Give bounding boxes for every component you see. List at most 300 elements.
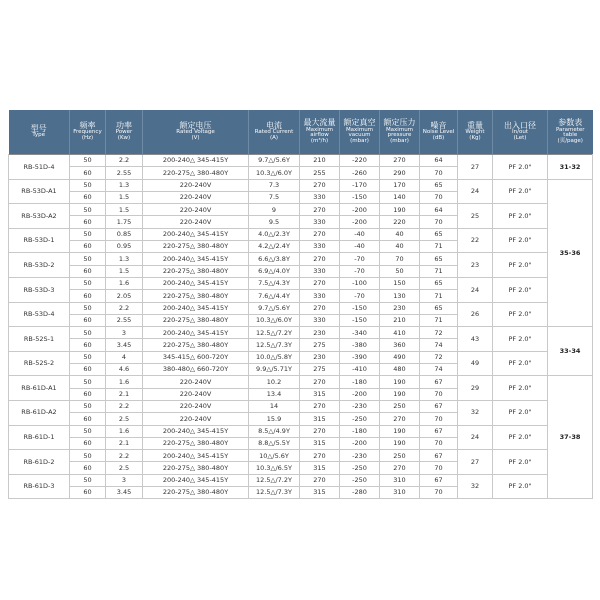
cell-noise: 72 <box>420 327 458 339</box>
cell-inout: PF 2.0" <box>493 474 548 499</box>
cell-frequency: 60 <box>70 487 106 499</box>
cell-voltage: 220-275△ 380-480Y <box>143 265 249 277</box>
col-unit: (A) <box>269 135 279 142</box>
cell-pressure: 270 <box>380 462 420 474</box>
cell-type: RB-61D-A2 <box>9 400 70 425</box>
col-subtitle: Maximum <box>345 126 374 133</box>
cell-noise: 72 <box>420 351 458 363</box>
col-subtitle: Rated Voltage <box>176 129 215 136</box>
cell-frequency: 50 <box>70 400 106 412</box>
cell-inout: PF 2.0" <box>493 155 548 180</box>
col-title: 额定压力 <box>383 118 416 128</box>
col-subtitle: airflow <box>310 132 329 139</box>
cell-power: 1.3 <box>106 179 143 191</box>
cell-pressure: 190 <box>380 388 420 400</box>
cell-frequency: 60 <box>70 388 106 400</box>
cell-current: 10△/5.6Y <box>249 450 300 462</box>
cell-power: 1.5 <box>106 265 143 277</box>
cell-voltage: 200-240△ 345-415Y <box>143 228 249 240</box>
cell-pressure: 290 <box>380 167 420 179</box>
cell-pressure: 190 <box>380 376 420 388</box>
cell-noise: 64 <box>420 204 458 216</box>
table-row <box>9 253 593 265</box>
cell-airflow: 330 <box>300 241 340 253</box>
cell-inout: PF 2.0" <box>493 179 548 204</box>
cell-voltage: 220-275△ 380-480Y <box>143 487 249 499</box>
cell-airflow: 315 <box>300 388 340 400</box>
cell-vacuum: -150 <box>340 191 380 203</box>
cell-inout: PF 2.0" <box>493 277 548 302</box>
col-unit: (mbar) <box>390 138 409 145</box>
cell-type: RB-53D-1 <box>9 228 70 253</box>
cell-power: 2.05 <box>106 290 143 302</box>
cell-noise: 70 <box>420 437 458 449</box>
table-row <box>9 376 593 388</box>
col-subtitle: Type <box>32 132 46 139</box>
cell-frequency: 60 <box>70 191 106 203</box>
cell-pressure: 210 <box>380 314 420 326</box>
cell-noise: 70 <box>420 487 458 499</box>
cell-power: 3 <box>106 474 143 486</box>
cell-power: 1.6 <box>106 376 143 388</box>
cell-power: 2.1 <box>106 388 143 400</box>
cell-frequency: 60 <box>70 314 106 326</box>
cell-noise: 67 <box>420 474 458 486</box>
cell-vacuum: -340 <box>340 327 380 339</box>
cell-weight: 22 <box>458 228 493 253</box>
cell-frequency: 60 <box>70 413 106 425</box>
cell-vacuum: -70 <box>340 253 380 265</box>
col-max-pressure <box>380 110 420 155</box>
cell-pressure: 480 <box>380 364 420 376</box>
header-row <box>9 110 593 155</box>
cell-weight: 27 <box>458 155 493 180</box>
cell-airflow: 270 <box>300 204 340 216</box>
cell-voltage: 200-240△ 345-415Y <box>143 277 249 289</box>
col-title: 型号 <box>30 123 47 133</box>
cell-power: 2.55 <box>106 314 143 326</box>
cell-airflow: 275 <box>300 339 340 351</box>
cell-pressure: 40 <box>380 241 420 253</box>
cell-voltage: 220-240V <box>143 376 249 388</box>
cell-noise: 71 <box>420 265 458 277</box>
cell-page-ref: 37-38 <box>548 376 593 499</box>
cell-weight: 27 <box>458 450 493 475</box>
cell-airflow: 315 <box>300 437 340 449</box>
cell-current: 12.5△/7.3Y <box>249 487 300 499</box>
cell-power: 2.5 <box>106 413 143 425</box>
cell-pressure: 190 <box>380 425 420 437</box>
cell-vacuum: -150 <box>340 302 380 314</box>
cell-weight: 24 <box>458 277 493 302</box>
cell-pressure: 40 <box>380 228 420 240</box>
col-unit: (Hz) <box>81 135 94 142</box>
cell-vacuum: -180 <box>340 376 380 388</box>
cell-voltage: 200-240△ 345-415Y <box>143 155 249 167</box>
cell-type: RB-53D-2 <box>9 253 70 278</box>
col-subtitle: Maximum <box>385 126 414 133</box>
cell-vacuum: -40 <box>340 241 380 253</box>
cell-airflow: 270 <box>300 179 340 191</box>
cell-noise: 71 <box>420 314 458 326</box>
table-row <box>9 204 593 216</box>
cell-weight: 32 <box>458 474 493 499</box>
cell-airflow: 255 <box>300 167 340 179</box>
col-subtitle: Rated Current <box>254 129 294 136</box>
cell-weight: 49 <box>458 351 493 376</box>
cell-power: 1.5 <box>106 204 143 216</box>
cell-weight: 24 <box>458 179 493 204</box>
cell-vacuum: -100 <box>340 277 380 289</box>
cell-frequency: 60 <box>70 167 106 179</box>
cell-current: 9.7△/5.6Y <box>249 302 300 314</box>
col-type <box>9 110 70 155</box>
cell-airflow: 315 <box>300 462 340 474</box>
cell-noise: 71 <box>420 290 458 302</box>
col-subtitle: pressure <box>387 132 412 139</box>
cell-frequency: 50 <box>70 228 106 240</box>
cell-frequency: 50 <box>70 253 106 265</box>
cell-voltage: 220-275△ 380-480Y <box>143 314 249 326</box>
col-subtitle: Parameter <box>555 126 585 133</box>
cell-voltage: 200-240△ 345-415Y <box>143 425 249 437</box>
cell-inout: PF 2.0" <box>493 400 548 425</box>
cell-power: 3.45 <box>106 487 143 499</box>
cell-current: 10.0△/5.8Y <box>249 351 300 363</box>
cell-voltage: 220-275△ 380-480Y <box>143 437 249 449</box>
cell-power: 1.3 <box>106 253 143 265</box>
col-title: 额定真空 <box>343 118 376 128</box>
cell-inout: PF 2.0" <box>493 351 548 376</box>
cell-noise: 70 <box>420 413 458 425</box>
cell-pressure: 490 <box>380 351 420 363</box>
cell-vacuum: -250 <box>340 413 380 425</box>
cell-page-ref: 31-32 <box>548 155 593 180</box>
col-subtitle: Noise Level <box>422 129 455 136</box>
cell-power: 1.6 <box>106 425 143 437</box>
cell-frequency: 50 <box>70 376 106 388</box>
cell-frequency: 50 <box>70 277 106 289</box>
cell-type: RB-52S-2 <box>9 351 70 376</box>
col-subtitle: In/out <box>512 129 528 136</box>
cell-current: 4.2△/2.4Y <box>249 241 300 253</box>
cell-noise: 65 <box>420 253 458 265</box>
cell-noise: 65 <box>420 302 458 314</box>
cell-noise: 71 <box>420 241 458 253</box>
cell-airflow: 270 <box>300 376 340 388</box>
cell-power: 0.95 <box>106 241 143 253</box>
cell-vacuum: -200 <box>340 437 380 449</box>
cell-voltage: 345-415△ 600-720Y <box>143 351 249 363</box>
col-inout <box>493 110 548 155</box>
table-row <box>9 327 593 339</box>
cell-airflow: 270 <box>300 425 340 437</box>
table-row <box>9 228 593 240</box>
cell-frequency: 60 <box>70 437 106 449</box>
cell-airflow: 230 <box>300 327 340 339</box>
cell-type: RB-61D-2 <box>9 450 70 475</box>
cell-pressure: 190 <box>380 204 420 216</box>
cell-voltage: 200-240△ 345-415Y <box>143 302 249 314</box>
cell-noise: 67 <box>420 425 458 437</box>
cell-airflow: 270 <box>300 450 340 462</box>
cell-current: 13.4 <box>249 388 300 400</box>
cell-airflow: 270 <box>300 253 340 265</box>
col-subtitle: vacuum <box>348 132 371 139</box>
col-weight <box>458 110 493 155</box>
cell-inout: PF 2.0" <box>493 253 548 278</box>
cell-airflow: 275 <box>300 364 340 376</box>
cell-pressure: 250 <box>380 450 420 462</box>
parameter-table <box>8 110 593 499</box>
cell-inout: PF 2.0" <box>493 204 548 229</box>
cell-current: 9.5 <box>249 216 300 228</box>
col-title: 功率 <box>116 121 132 131</box>
cell-type: RB-53D-A1 <box>9 179 70 204</box>
col-title: 频率 <box>79 121 96 131</box>
cell-vacuum: -230 <box>340 450 380 462</box>
col-unit: (页/page) <box>557 138 583 145</box>
cell-current: 7.3 <box>249 179 300 191</box>
cell-vacuum: -410 <box>340 364 380 376</box>
cell-vacuum: -200 <box>340 216 380 228</box>
cell-airflow: 315 <box>300 413 340 425</box>
cell-pressure: 230 <box>380 302 420 314</box>
col-unit: (m³/h) <box>310 138 329 145</box>
cell-airflow: 270 <box>300 400 340 412</box>
cell-current: 6.9△/4.0Y <box>249 265 300 277</box>
cell-current: 12.5△/7.2Y <box>249 327 300 339</box>
cell-frequency: 50 <box>70 327 106 339</box>
cell-vacuum: -40 <box>340 228 380 240</box>
cell-noise: 70 <box>420 167 458 179</box>
cell-vacuum: -180 <box>340 425 380 437</box>
cell-power: 2.1 <box>106 437 143 449</box>
cell-current: 6.6△/3.8Y <box>249 253 300 265</box>
cell-frequency: 60 <box>70 216 106 228</box>
cell-voltage: 200-240△ 345-415Y <box>143 474 249 486</box>
cell-frequency: 60 <box>70 265 106 277</box>
table-row <box>9 277 593 289</box>
cell-page-ref: 35-36 <box>548 179 593 327</box>
cell-voltage: 200-240△ 345-415Y <box>143 450 249 462</box>
col-title: 重量 <box>467 121 483 131</box>
cell-power: 2.2 <box>106 155 143 167</box>
col-subtitle: Frequency <box>73 129 102 136</box>
cell-voltage: 220-240V <box>143 388 249 400</box>
table-row <box>9 425 593 437</box>
cell-voltage: 200-240△ 345-415Y <box>143 253 249 265</box>
cell-vacuum: -390 <box>340 351 380 363</box>
cell-voltage: 220-240V <box>143 191 249 203</box>
cell-pressure: 270 <box>380 155 420 167</box>
col-rated-voltage <box>143 110 249 155</box>
cell-weight: 24 <box>458 425 493 450</box>
cell-current: 12.5△/7.2Y <box>249 474 300 486</box>
cell-power: 1.5 <box>106 191 143 203</box>
cell-current: 15.9 <box>249 413 300 425</box>
table-row <box>9 155 593 167</box>
cell-current: 10.3△/6.5Y <box>249 462 300 474</box>
cell-power: 3 <box>106 327 143 339</box>
cell-pressure: 70 <box>380 253 420 265</box>
cell-vacuum: -280 <box>340 487 380 499</box>
col-parameter-table <box>548 110 593 155</box>
cell-type: RB-53D-4 <box>9 302 70 327</box>
cell-pressure: 310 <box>380 474 420 486</box>
cell-airflow: 270 <box>300 302 340 314</box>
col-unit: (dB) <box>432 135 445 142</box>
cell-voltage: 220-240V <box>143 216 249 228</box>
cell-pressure: 250 <box>380 400 420 412</box>
cell-current: 8.8△/5.5Y <box>249 437 300 449</box>
cell-frequency: 60 <box>70 364 106 376</box>
cell-noise: 67 <box>420 400 458 412</box>
cell-airflow: 330 <box>300 191 340 203</box>
col-unit: (Kg) <box>469 135 481 142</box>
cell-noise: 70 <box>420 462 458 474</box>
cell-noise: 65 <box>420 277 458 289</box>
cell-inout: PF 2.0" <box>493 376 548 401</box>
cell-airflow: 270 <box>300 474 340 486</box>
cell-current: 4.0△/2.3Y <box>249 228 300 240</box>
cell-airflow: 270 <box>300 228 340 240</box>
cell-pressure: 170 <box>380 179 420 191</box>
cell-weight: 29 <box>458 376 493 401</box>
col-max-vacuum <box>340 110 380 155</box>
cell-voltage: 220-275△ 380-480Y <box>143 167 249 179</box>
cell-power: 2.2 <box>106 302 143 314</box>
cell-type: RB-51D-4 <box>9 155 70 180</box>
cell-vacuum: -250 <box>340 474 380 486</box>
cell-current: 14 <box>249 400 300 412</box>
cell-current: 10.3△/6.0Y <box>249 314 300 326</box>
col-noise-level <box>420 110 458 155</box>
cell-frequency: 50 <box>70 179 106 191</box>
cell-vacuum: -230 <box>340 400 380 412</box>
cell-power: 2.2 <box>106 400 143 412</box>
cell-pressure: 220 <box>380 216 420 228</box>
table-row <box>9 450 593 462</box>
cell-power: 4 <box>106 351 143 363</box>
cell-noise: 74 <box>420 339 458 351</box>
cell-inout: PF 2.0" <box>493 327 548 352</box>
cell-noise: 74 <box>420 364 458 376</box>
cell-voltage: 200-240△ 345-415Y <box>143 327 249 339</box>
col-subtitle: Power <box>115 129 133 136</box>
col-title: 噪音 <box>430 121 447 131</box>
table-row <box>9 179 593 191</box>
col-unit: (V) <box>191 135 200 142</box>
col-title: 出入口径 <box>504 121 536 131</box>
cell-voltage: 220-240V <box>143 204 249 216</box>
cell-current: 10.2 <box>249 376 300 388</box>
cell-weight: 26 <box>458 302 493 327</box>
cell-current: 9.9△/5.71Y <box>249 364 300 376</box>
cell-vacuum: -170 <box>340 179 380 191</box>
cell-frequency: 50 <box>70 351 106 363</box>
cell-voltage: 220-275△ 380-480Y <box>143 241 249 253</box>
col-title: 额定电压 <box>179 121 212 131</box>
col-subtitle: table <box>563 132 578 139</box>
cell-pressure: 410 <box>380 327 420 339</box>
cell-airflow: 330 <box>300 265 340 277</box>
cell-vacuum: -380 <box>340 339 380 351</box>
cell-page-ref: 33-34 <box>548 327 593 376</box>
col-subtitle: Weight <box>465 129 485 136</box>
col-subtitle: Maximum <box>305 126 334 133</box>
cell-frequency: 50 <box>70 474 106 486</box>
cell-airflow: 330 <box>300 290 340 302</box>
cell-voltage: 220-240V <box>143 413 249 425</box>
cell-type: RB-61D-3 <box>9 474 70 499</box>
cell-power: 3.45 <box>106 339 143 351</box>
cell-frequency: 50 <box>70 302 106 314</box>
cell-vacuum: -200 <box>340 204 380 216</box>
cell-noise: 65 <box>420 179 458 191</box>
cell-power: 1.75 <box>106 216 143 228</box>
cell-pressure: 50 <box>380 265 420 277</box>
cell-airflow: 315 <box>300 487 340 499</box>
cell-voltage: 220-240V <box>143 400 249 412</box>
cell-noise: 65 <box>420 228 458 240</box>
cell-power: 2.5 <box>106 462 143 474</box>
col-unit: (mbar) <box>350 138 369 145</box>
cell-noise: 64 <box>420 155 458 167</box>
cell-current: 7.5△/4.3Y <box>249 277 300 289</box>
cell-inout: PF 2.0" <box>493 425 548 450</box>
cell-type: RB-53D-3 <box>9 277 70 302</box>
cell-vacuum: -70 <box>340 265 380 277</box>
cell-airflow: 330 <box>300 314 340 326</box>
cell-vacuum: -150 <box>340 314 380 326</box>
cell-pressure: 270 <box>380 413 420 425</box>
cell-weight: 23 <box>458 253 493 278</box>
cell-weight: 25 <box>458 204 493 229</box>
cell-power: 4.6 <box>106 364 143 376</box>
cell-power: 2.55 <box>106 167 143 179</box>
cell-airflow: 270 <box>300 277 340 289</box>
cell-airflow: 230 <box>300 351 340 363</box>
cell-frequency: 50 <box>70 450 106 462</box>
cell-inout: PF 2.0" <box>493 302 548 327</box>
cell-power: 1.6 <box>106 277 143 289</box>
col-power <box>106 110 143 155</box>
cell-voltage: 220-275△ 380-480Y <box>143 339 249 351</box>
col-rated-current <box>249 110 300 155</box>
cell-frequency: 50 <box>70 155 106 167</box>
cell-noise: 70 <box>420 191 458 203</box>
cell-current: 7.6△/4.4Y <box>249 290 300 302</box>
cell-vacuum: -260 <box>340 167 380 179</box>
cell-noise: 67 <box>420 450 458 462</box>
cell-pressure: 150 <box>380 277 420 289</box>
cell-voltage: 220-275△ 380-480Y <box>143 290 249 302</box>
cell-current: 9 <box>249 204 300 216</box>
cell-airflow: 210 <box>300 155 340 167</box>
cell-pressure: 140 <box>380 191 420 203</box>
col-unit: (Kw) <box>117 135 131 142</box>
col-max-airflow <box>300 110 340 155</box>
cell-type: RB-61D-A1 <box>9 376 70 401</box>
col-title: 最大流量 <box>303 118 336 128</box>
cell-weight: 32 <box>458 400 493 425</box>
cell-current: 9.7△/5.6Y <box>249 155 300 167</box>
table-row <box>9 400 593 412</box>
table-row <box>9 474 593 486</box>
cell-voltage: 220-240V <box>143 179 249 191</box>
cell-airflow: 330 <box>300 216 340 228</box>
